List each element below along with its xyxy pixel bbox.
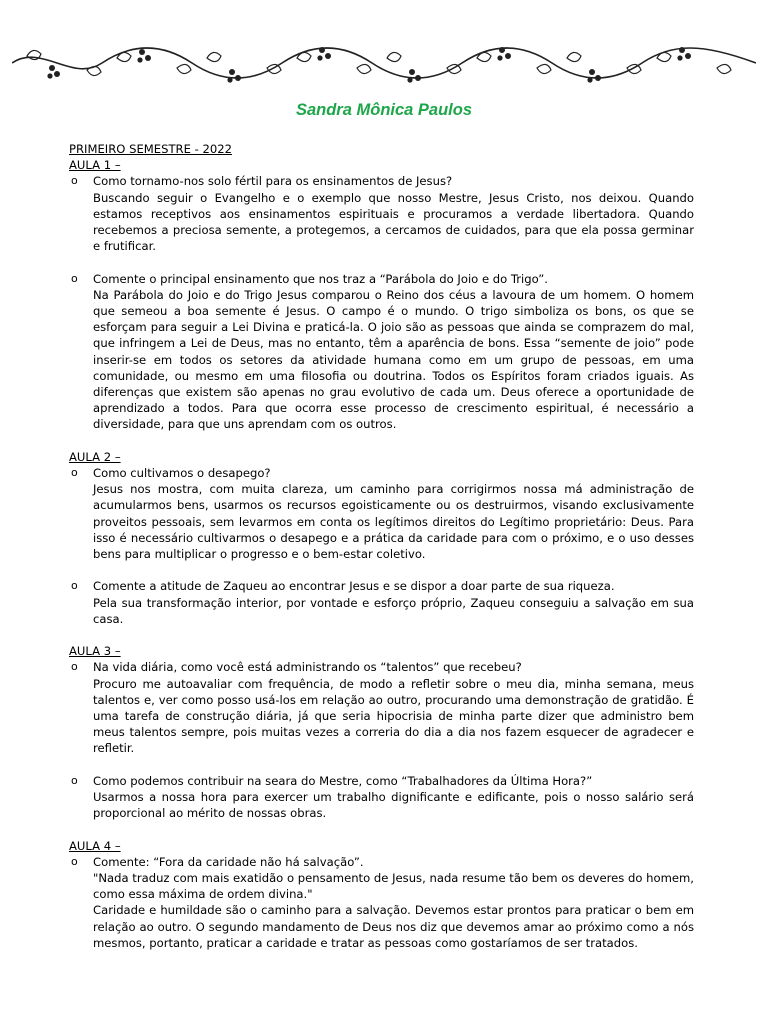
lesson-heading: AULA 2 – (69, 449, 121, 464)
question-text: Como tornamo-nos solo fértil para os ensinamentos de Jesus? (93, 174, 453, 189)
question-item (69, 465, 694, 481)
circle-bullet-icon: o (71, 579, 78, 593)
question-text: Comente a atitude de Zaqueu ao encontrar Jesus e se dispor a doar parte de sua riqueza. (93, 579, 615, 594)
circle-bullet-icon: o (71, 854, 78, 868)
lesson-heading: AULA 3 – (69, 644, 121, 659)
spacer (69, 757, 694, 773)
spacer (69, 821, 694, 837)
circle-bullet-icon: o (71, 174, 78, 188)
circle-bullet-icon: o (71, 773, 78, 787)
answer-paragraph: Jesus nos mostra, com muita clareza, um caminho para corrigirmos nossa má administração de acumularmos bens, usarmos os recursos egoisticamente ou os destruirmos, visando exclusivamente proveitos pessoais, sem levarmos em conta os legítimos direitos do Legítimo proprietário: Deus. Para isso é necessário cultivarmos o desapego e a prática da caridade para com o próximo, e o uso desses bens para multiplicar o progresso e o bem-estar coletivo. (93, 482, 694, 562)
answer-paragraph: Pela sua transformação interior, por vontade e esforço próprio, Zaqueu conseguiu a salvação em sua casa. (93, 595, 694, 626)
circle-bullet-icon: o (71, 660, 78, 674)
answer-paragraph: "Nada traduz com mais exatidão o pensamento de Jesus, nada resume tão bem os deveres do homem, como essa máxima de ordem divina." (93, 871, 694, 902)
lessons-container (69, 157, 694, 951)
spacer (69, 627, 694, 643)
question-item (69, 271, 694, 287)
answer-paragraph: Usarmos a nossa hora para exercer um trabalho dignificante e edificante, pois o nosso salário será proporcional ao mérito de nossas obras. (93, 790, 694, 821)
circle-bullet-icon: o (71, 466, 78, 480)
question-item (69, 578, 694, 594)
spacer (69, 562, 694, 578)
document-body (69, 141, 694, 951)
lesson-heading: AULA 4 – (69, 838, 121, 853)
answer-paragraph: Buscando seguir o Evangelho e o exemplo que nosso Mestre, Jesus Cristo, nos deixou. Quando estamos receptivos aos ensinamentos espirituais e procuramos a verdade libertadora. Quando recebemos a preciosa semente, a protegemos, a cercamos de cuidados, para que ela possa germinar e frutificar. (93, 190, 694, 254)
question-item (69, 173, 694, 189)
answer-paragraph: Na Parábola do Joio e do Trigo Jesus comparou o Reino dos céus a lavoura de um homem. O homem que semeou a boa semente é Jesus. O campo é o mundo. O trigo simboliza os bons, os que se esforçam para seguir a Lei Divina e praticá-la. O joio são as pessoas que ainda se comprazem do mal, que infringem a Lei de Deus, mas no entanto, têm a aparência de bons. Essa “semente de joio” pode inserir-se em todos os setores da atividade humana como em um grupo de pessoas, em uma comunidade, ou mesmo em uma filosofia ou doutrina. Todos os Espíritos foram criados iguais. As diferenças que existem são apenas no grau evolutivo de cada um. Deus oferece a oportunidade de aprendizado a todos. Para que ocorra esse processo de crescimento espiritual, é necessário a diversidade, para que uns aprendam com os outros. (93, 287, 694, 432)
answer-paragraph: Procuro me autoavaliar com frequência, de modo a refletir sobre o meu dia, minha semana, meus talentos e, ver como posso usá-los em relação ao outro, procurando uma demonstração de gratidão. É uma tarefa de construção diária, já que seria hipocrisia de minha parte dizer que administro bem meus talentos sempre, pois muitas vezes a correria do dia a dia nos fazem esquecer de agradecer e refletir. (93, 676, 694, 756)
semester-heading: PRIMEIRO SEMESTRE - 2022 (69, 142, 232, 156)
question-text: Como cultivamos o desapego? (93, 466, 271, 481)
lesson-heading: AULA 1 – (69, 158, 121, 173)
question-text: Como podemos contribuir na seara do Mestre, como “Trabalhadores da Última Hora?” (93, 773, 593, 788)
grapevine-border-ornament (12, 38, 756, 88)
answer-paragraph: Caridade e humildade são o caminho para a salvação. Devemos estar prontos para praticar o bem em relação ao outro. O segundo mandamento de Deus nos diz que devemos amar ao próximo como a nós mesmos, portanto, praticar a caridade e tratar as pessoas como gostaríamos de ser tratados. (93, 903, 694, 950)
question-text: Comente: “Fora da caridade não há salvação”. (93, 854, 364, 869)
circle-bullet-icon: o (71, 271, 78, 285)
question-text: Comente o principal ensinamento que nos traz a “Parábola do Joio e do Trigo”. (93, 271, 548, 286)
question-item (69, 773, 694, 789)
spacer (69, 254, 694, 270)
author-title: Sandra Mônica Paulos (295, 101, 473, 119)
question-item (69, 659, 694, 675)
question-text: Na vida diária, como você está administrando os “talentos” que recebeu? (93, 660, 522, 675)
spacer (69, 433, 694, 449)
question-item (69, 854, 694, 870)
